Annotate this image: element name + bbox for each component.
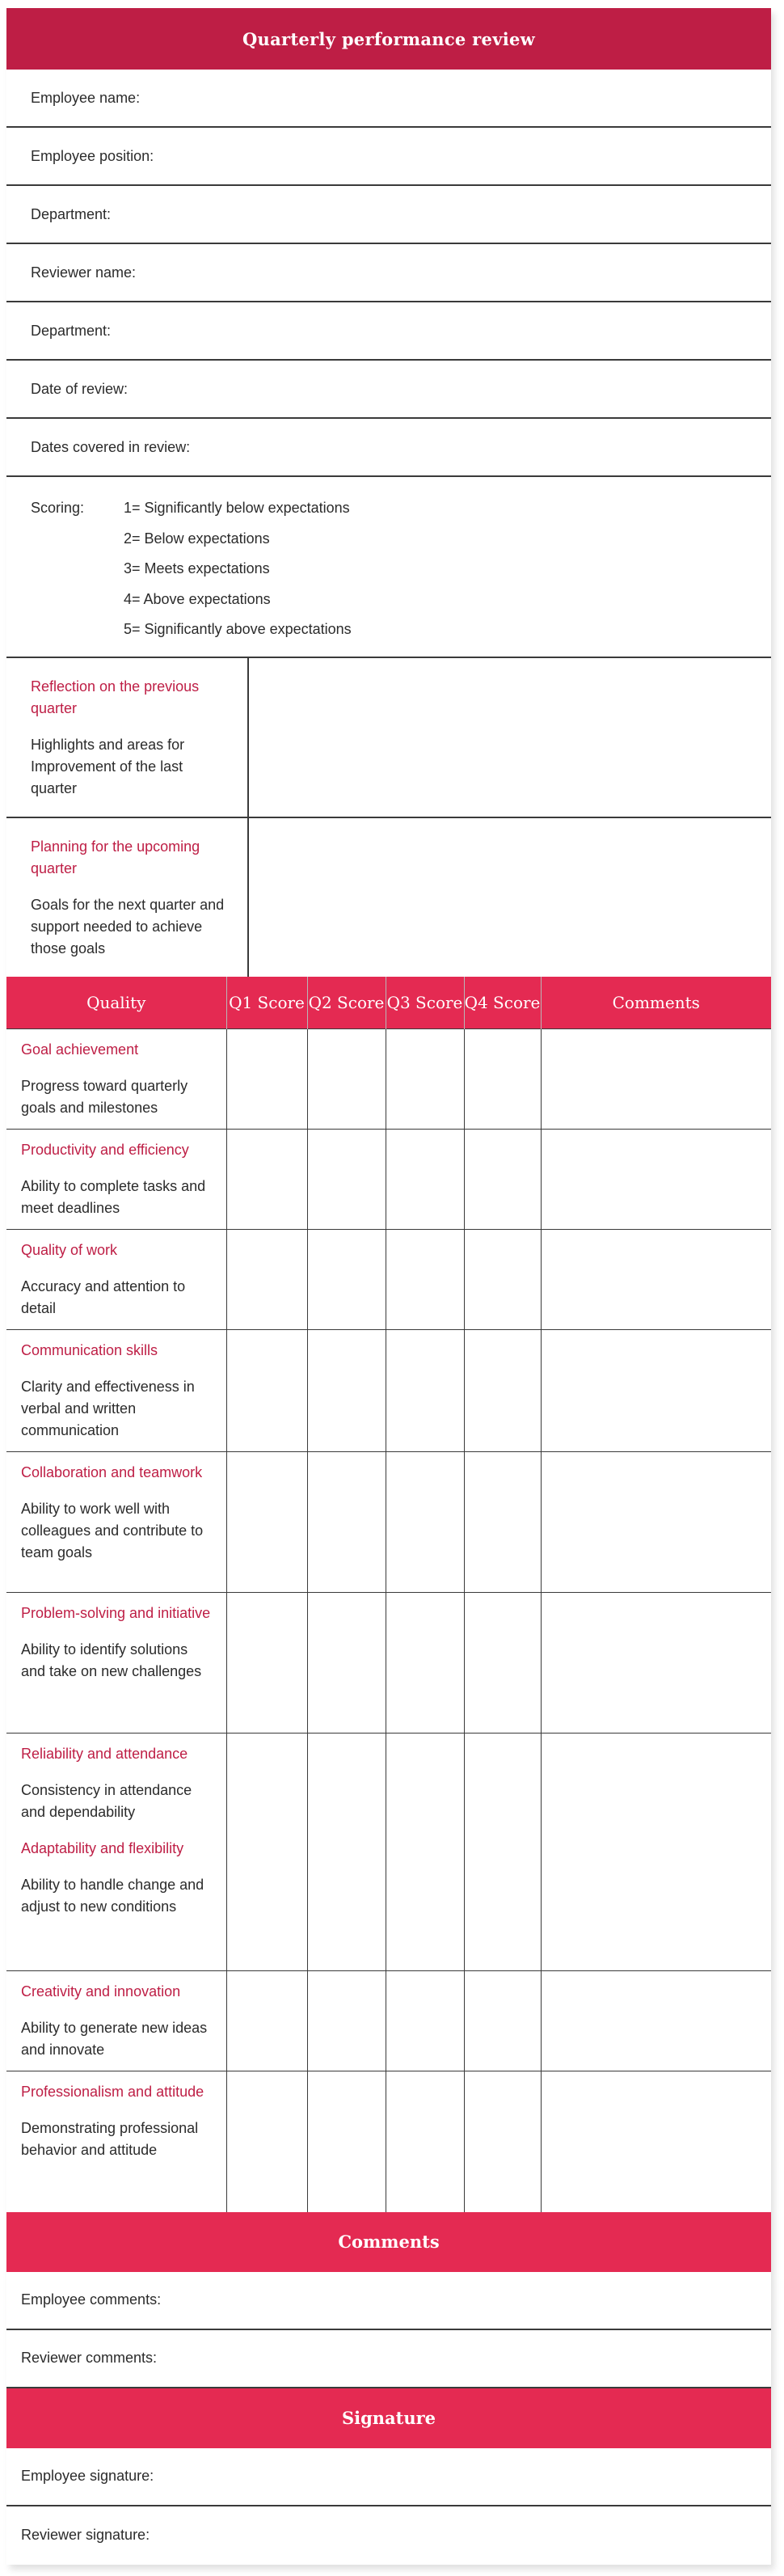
table-row <box>6 1230 771 1330</box>
quality-cell <box>6 1734 226 1971</box>
table-row <box>6 1330 771 1452</box>
q1-score-header: Q1 Score <box>226 977 307 1029</box>
field-label: Reviewer comments: <box>21 2350 158 2366</box>
reflection-label-cell <box>6 658 249 817</box>
q4-score-cell[interactable] <box>464 2071 541 2212</box>
comments-cell[interactable] <box>541 1230 771 1330</box>
q1-score-cell[interactable] <box>226 1452 307 1593</box>
table-row <box>6 1734 771 1971</box>
q2-score-cell[interactable] <box>307 1230 386 1330</box>
comments-section-title: Comments <box>6 2212 771 2272</box>
employee-comments-field[interactable] <box>6 2272 771 2330</box>
q1-score-cell[interactable] <box>226 1593 307 1734</box>
q1-score-cell[interactable] <box>226 1230 307 1330</box>
quality-score-table <box>6 977 771 2212</box>
reflection-title: Reflection on the previous quarter <box>31 678 200 716</box>
reflection-input[interactable] <box>249 658 771 817</box>
quality-description: Ability to identify solutions and take on new challenges <box>21 1641 202 1679</box>
reviewer-name-field[interactable] <box>6 244 771 302</box>
q1-score-cell[interactable] <box>226 1971 307 2071</box>
q4-score-cell[interactable] <box>464 1230 541 1330</box>
quality-description: Ability to complete tasks and meet deadlines <box>21 1178 206 1216</box>
q3-score-cell[interactable] <box>386 1330 464 1452</box>
field-label: Department: <box>31 322 112 339</box>
field-label: Employee name: <box>31 89 141 106</box>
reflection-row <box>6 658 771 818</box>
q1-score-cell[interactable] <box>226 2071 307 2212</box>
quality-name: Productivity and efficiency <box>21 1142 189 1158</box>
quality-name: Adaptability and flexibility <box>21 1840 184 1856</box>
quality-cell <box>6 1971 226 2071</box>
scoring-item: 3= Meets expectations <box>124 560 270 576</box>
comments-cell[interactable] <box>541 1029 771 1130</box>
scoring-item: 5= Significantly above expectations <box>124 621 352 637</box>
date-of-review-field[interactable] <box>6 361 771 419</box>
scoring-item: 1= Significantly below expectations <box>124 500 350 516</box>
quality-name: Communication skills <box>21 1342 158 1358</box>
q2-score-cell[interactable] <box>307 1971 386 2071</box>
q1-score-cell[interactable] <box>226 1330 307 1452</box>
signature-section-title: Signature <box>6 2388 771 2448</box>
q2-score-cell[interactable] <box>307 1452 386 1593</box>
field-label: Date of review: <box>31 380 129 397</box>
quality-description: Demonstrating professional behavior and attitude <box>21 2120 199 2158</box>
q4-score-cell[interactable] <box>464 1330 541 1452</box>
scoring-item: 2= Below expectations <box>124 530 270 547</box>
q3-score-cell[interactable] <box>386 1971 464 2071</box>
table-row <box>6 1452 771 1593</box>
planning-title: Planning for the upcoming quarter <box>31 838 200 876</box>
q3-score-cell[interactable] <box>386 1230 464 1330</box>
q2-score-header: Q2 Score <box>307 977 386 1029</box>
comments-header: Comments <box>541 977 771 1029</box>
q3-score-header: Q3 Score <box>386 977 464 1029</box>
field-label: Reviewer name: <box>31 264 137 281</box>
field-label: Dates covered in review: <box>31 438 191 455</box>
quality-cell <box>6 1130 226 1230</box>
reflection-description: Highlights and areas for Improvement of the last quarter <box>31 737 185 796</box>
comments-cell[interactable] <box>541 1452 771 1593</box>
q1-score-cell[interactable] <box>226 1130 307 1230</box>
quality-description: Accuracy and attention to detail <box>21 1278 186 1316</box>
q4-score-cell[interactable] <box>464 1029 541 1130</box>
table-row <box>6 1593 771 1734</box>
q3-score-cell[interactable] <box>386 1029 464 1130</box>
comments-cell[interactable] <box>541 2071 771 2212</box>
scoring-label: Scoring: <box>31 500 85 516</box>
q2-score-cell[interactable] <box>307 1130 386 1230</box>
quality-description: Clarity and effectiveness in verbal and written communication <box>21 1379 195 1438</box>
quality-name: Reliability and attendance <box>21 1746 188 1762</box>
field-label: Employee comments: <box>21 2291 162 2308</box>
quality-name: Collaboration and teamwork <box>21 1464 203 1480</box>
scoring-legend <box>6 477 771 658</box>
table-row <box>6 1971 771 2071</box>
reviewer-comments-field[interactable] <box>6 2330 771 2388</box>
quality-description: Ability to generate new ideas and innovate <box>21 2020 208 2058</box>
q1-score-cell[interactable] <box>226 1029 307 1130</box>
quality-cell <box>6 1029 226 1130</box>
quality-cell <box>6 1452 226 1593</box>
q2-score-cell[interactable] <box>307 1029 386 1130</box>
field-label: Reviewer signature: <box>21 2527 150 2543</box>
reviewer-department-field[interactable] <box>6 302 771 361</box>
comments-cell[interactable] <box>541 1330 771 1452</box>
planning-label-cell <box>6 818 249 977</box>
scoring-list <box>124 500 352 657</box>
table-row <box>6 1029 771 1130</box>
q3-score-cell[interactable] <box>386 1452 464 1593</box>
quality-cell <box>6 1330 226 1452</box>
table-row <box>6 1130 771 1230</box>
q4-score-header: Q4 Score <box>464 977 541 1029</box>
quality-cell <box>6 1230 226 1330</box>
comments-cell[interactable] <box>541 1971 771 2071</box>
reviewer-signature-field[interactable] <box>6 2506 771 2565</box>
quality-name: Professionalism and attitude <box>21 2084 204 2100</box>
review-form <box>6 8 771 2565</box>
q4-score-cell[interactable] <box>464 1130 541 1230</box>
department-field[interactable] <box>6 186 771 244</box>
quality-description: Consistency in attendance and dependability <box>21 1782 192 1820</box>
quality-name: Creativity and innovation <box>21 1983 181 2000</box>
quality-description: Progress toward quarterly goals and milestones <box>21 1078 188 1116</box>
table-row <box>6 2071 771 2212</box>
form-title: Quarterly performance review <box>6 8 771 70</box>
employee-position-field[interactable] <box>6 128 771 186</box>
planning-description: Goals for the next quarter and support needed to achieve those goals <box>31 897 225 956</box>
field-label: Department: <box>31 205 112 222</box>
q2-score-cell[interactable] <box>307 1734 386 1971</box>
table-header-row <box>6 977 771 1029</box>
field-label: Employee position: <box>31 147 154 164</box>
comments-cell[interactable] <box>541 1734 771 1971</box>
quality-cell <box>6 1593 226 1734</box>
employee-signature-field[interactable] <box>6 2448 771 2506</box>
q2-score-cell[interactable] <box>307 2071 386 2212</box>
quality-description: Ability to work well with colleagues and contribute to team goals <box>21 1501 204 1560</box>
q3-score-cell[interactable] <box>386 2071 464 2212</box>
q3-score-cell[interactable] <box>386 1734 464 1971</box>
comments-cell[interactable] <box>541 1130 771 1230</box>
q4-score-cell[interactable] <box>464 1734 541 1971</box>
quality-description: Ability to handle change and adjust to new conditions <box>21 1877 204 1915</box>
q1-score-cell[interactable] <box>226 1734 307 1971</box>
field-label: Employee signature: <box>21 2468 154 2484</box>
q3-score-cell[interactable] <box>386 1593 464 1734</box>
q2-score-cell[interactable] <box>307 1593 386 1734</box>
quality-name: Quality of work <box>21 1242 118 1258</box>
q2-score-cell[interactable] <box>307 1330 386 1452</box>
dates-covered-field[interactable] <box>6 419 771 477</box>
scoring-item: 4= Above expectations <box>124 590 271 607</box>
employee-name-field[interactable] <box>6 70 771 128</box>
quality-header: Quality <box>6 977 226 1029</box>
q3-score-cell[interactable] <box>386 1130 464 1230</box>
planning-row <box>6 818 771 977</box>
q4-score-cell[interactable] <box>464 1593 541 1734</box>
quality-cell <box>6 2071 226 2212</box>
q4-score-cell[interactable] <box>464 1971 541 2071</box>
quality-name: Problem-solving and initiative <box>21 1605 211 1621</box>
q4-score-cell[interactable] <box>464 1452 541 1593</box>
planning-input[interactable] <box>249 818 771 977</box>
comments-cell[interactable] <box>541 1593 771 1734</box>
quality-name: Goal achievement <box>21 1041 139 1058</box>
